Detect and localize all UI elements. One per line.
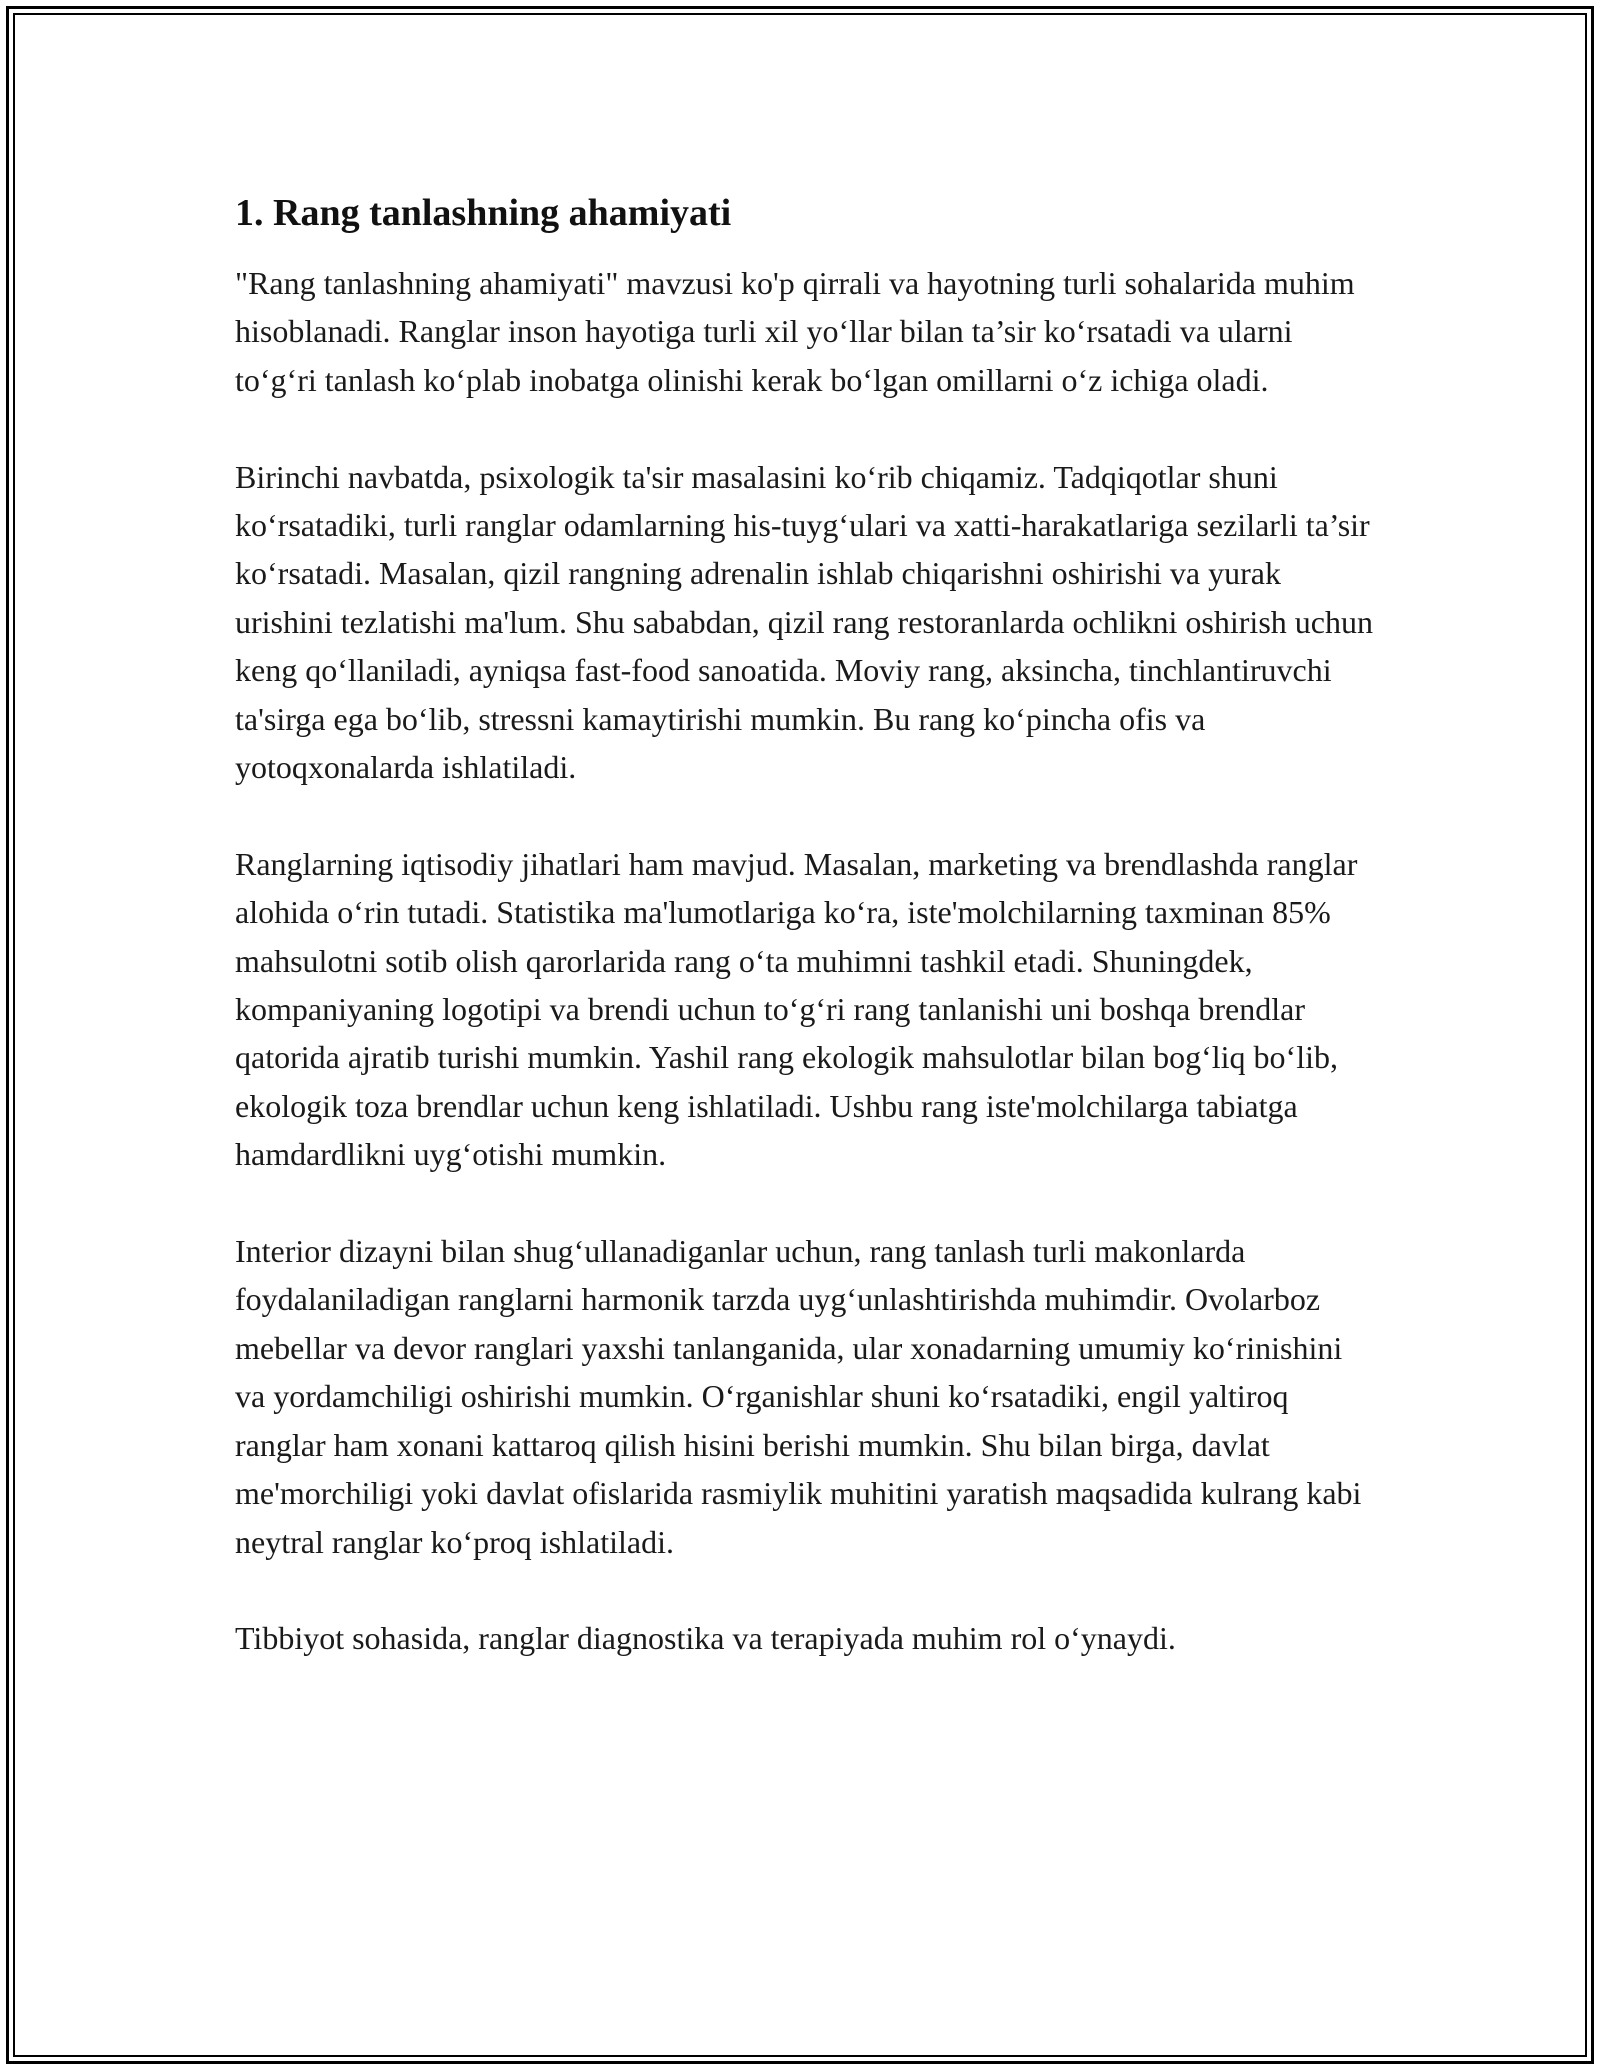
paragraph-interior-design: Interior dizayni bilan shug‘ullanadiganlar uchun, rang tanlash turli makonlarda foydalaniladigan ranglarni harmonik tarzda uyg‘unlashtirishda muhimdir. Ovolarboz mebellar va devor ranglari yaxshi tanlanganida, ular xonadarning umumiy ko‘rinishini va yordamchiligi oshirishi mumkin. O‘rganishlar shuni ko‘rsatadiki, engil yaltiroq ranglar ham xonani kattaroq qilish hisini berishi mumkin. Shu bilan birga, davlat me'morchiligi yoki davlat ofislarida rasmiylik muhitini yaratish maqsadida kulrang kabi neytral ranglar ko‘proq ishlatiladi. bbox=[235, 1233, 1362, 1560]
document-body bbox=[235, 187, 1375, 1663]
section-heading: 1. Rang tanlashning ahamiyati bbox=[235, 192, 732, 234]
paragraph-psychological-effect: Birinchi navbatda, psixologik ta'sir masalasini ko‘rib chiqamiz. Tadqiqotlar shuni ko‘rsatadiki, turli ranglar odamlarning his-tuyg‘ulari va xatti-harakatlariga sezilarli ta’sir ko‘rsatadi. Masalan, qizil rangning adrenalin ishlab chiqarishni oshirishi va yurak urishini tezlatishi ma'lum. Shu sababdan, qizil rang restoranlarda ochlikni oshirish uchun keng qo‘llaniladi, ayniqsa fast-food sanoatida. Moviy rang, aksincha, tinchlantiruvchi ta'sirga ega bo‘lib, stressni kamaytirishi mumkin. Bu rang ko‘pincha ofis va yotoqxonalarda ishlatiladi. bbox=[235, 458, 1373, 786]
paragraph-medicine: Tibbiyot sohasida, ranglar diagnostika va terapiyada muhim rol o‘ynaydi. bbox=[235, 1620, 1176, 1657]
paragraph-economic-aspects: Ranglarning iqtisodiy jihatlari ham mavjud. Masalan, marketing va brendlashda ranglar alohida o‘rin tutadi. Statistika ma'lumotlariga ko‘ra, iste'molchilarning taxminan 85% mahsulotni sotib olish qarorlarida rang o‘ta muhimni tashkil etadi. Shuningdek, kompaniyaning logotipi va brendi uchun to‘g‘ri rang tanlanishi uni boshqa brendlar qatorida ajratib turishi mumkin. Yashil rang ekologik mahsulotlar bilan bog‘liq bo‘lib, ekologik toza brendlar uchun keng ishlatiladi. Ushbu rang iste'molchilarga tabiatga hamdardlikni uyg‘otishi mumkin. bbox=[235, 845, 1358, 1173]
paragraph-introduction: "Rang tanlashning ahamiyati" mavzusi ko'p qirrali va hayotning turli sohalarida muhim hisoblanadi. Ranglar inson hayotiga turli xil yo‘llar bilan ta’sir ko‘rsatadi va ularni to‘g‘ri tanlash ko‘plab inobatga olinishi kerak bo‘lgan omillarni o‘z ichiga oladi. bbox=[235, 265, 1355, 398]
